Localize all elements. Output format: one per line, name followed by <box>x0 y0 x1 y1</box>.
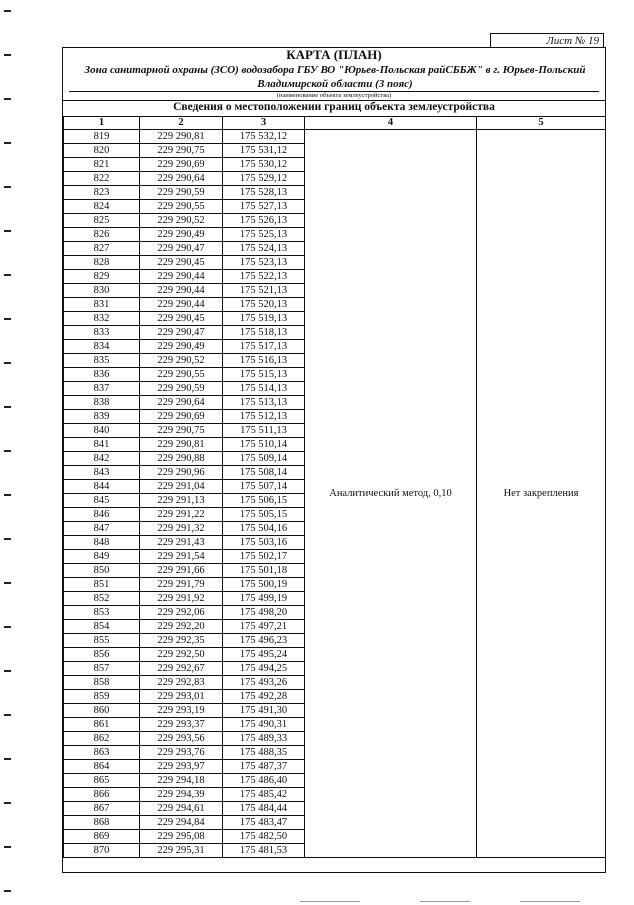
y-coordinate-cell: 175 506,15 <box>223 494 305 508</box>
point-number-cell: 847 <box>64 522 140 536</box>
x-coordinate-cell: 229 291,13 <box>140 494 223 508</box>
footer-mark <box>520 901 580 902</box>
binding-mark <box>4 802 11 804</box>
x-coordinate-cell: 229 290,47 <box>140 326 223 340</box>
point-number-cell: 850 <box>64 564 140 578</box>
x-coordinate-cell: 229 295,08 <box>140 830 223 844</box>
y-coordinate-cell: 175 509,14 <box>223 452 305 466</box>
point-number-cell: 829 <box>64 270 140 284</box>
y-coordinate-cell: 175 519,13 <box>223 312 305 326</box>
y-coordinate-cell: 175 491,30 <box>223 704 305 718</box>
y-coordinate-cell: 175 508,14 <box>223 466 305 480</box>
point-number-cell: 856 <box>64 648 140 662</box>
point-number-cell: 861 <box>64 718 140 732</box>
x-coordinate-cell: 229 292,35 <box>140 634 223 648</box>
point-number-cell: 819 <box>64 130 140 144</box>
y-coordinate-cell: 175 510,14 <box>223 438 305 452</box>
point-number-cell: 841 <box>64 438 140 452</box>
y-coordinate-cell: 175 501,18 <box>223 564 305 578</box>
y-coordinate-cell: 175 490,31 <box>223 718 305 732</box>
column-header: 3 <box>223 117 305 130</box>
point-number-cell: 863 <box>64 746 140 760</box>
binding-mark <box>4 230 11 232</box>
y-coordinate-cell: 175 513,13 <box>223 396 305 410</box>
y-coordinate-cell: 175 493,26 <box>223 676 305 690</box>
point-number-cell: 848 <box>64 536 140 550</box>
binding-mark <box>4 362 11 364</box>
x-coordinate-cell: 229 291,79 <box>140 578 223 592</box>
binding-mark <box>4 186 11 188</box>
y-coordinate-cell: 175 515,13 <box>223 368 305 382</box>
point-number-cell: 826 <box>64 228 140 242</box>
x-coordinate-cell: 229 290,69 <box>140 410 223 424</box>
y-coordinate-cell: 175 497,21 <box>223 620 305 634</box>
x-coordinate-cell: 229 291,43 <box>140 536 223 550</box>
y-coordinate-cell: 175 532,12 <box>223 130 305 144</box>
x-coordinate-cell: 229 290,59 <box>140 382 223 396</box>
binding-mark <box>4 406 11 408</box>
y-coordinate-cell: 175 481,53 <box>223 844 305 858</box>
point-number-cell: 840 <box>64 424 140 438</box>
y-coordinate-cell: 175 531,12 <box>223 144 305 158</box>
binding-mark <box>4 274 11 276</box>
point-number-cell: 839 <box>64 410 140 424</box>
point-number-cell: 853 <box>64 606 140 620</box>
x-coordinate-cell: 229 290,49 <box>140 340 223 354</box>
x-coordinate-cell: 229 290,44 <box>140 284 223 298</box>
y-coordinate-cell: 175 484,44 <box>223 802 305 816</box>
x-coordinate-cell: 229 294,39 <box>140 788 223 802</box>
y-coordinate-cell: 175 488,35 <box>223 746 305 760</box>
point-number-cell: 832 <box>64 312 140 326</box>
binding-mark <box>4 10 11 12</box>
y-coordinate-cell: 175 525,13 <box>223 228 305 242</box>
footer-mark <box>420 901 470 902</box>
x-coordinate-cell: 229 290,52 <box>140 354 223 368</box>
point-number-cell: 835 <box>64 354 140 368</box>
point-number-cell: 864 <box>64 760 140 774</box>
point-number-cell: 844 <box>64 480 140 494</box>
x-coordinate-cell: 229 294,18 <box>140 774 223 788</box>
x-coordinate-cell: 229 290,45 <box>140 312 223 326</box>
y-coordinate-cell: 175 507,14 <box>223 480 305 494</box>
x-coordinate-cell: 229 291,22 <box>140 508 223 522</box>
document-frame <box>62 47 606 873</box>
x-coordinate-cell: 229 290,96 <box>140 466 223 480</box>
x-coordinate-cell: 229 290,47 <box>140 242 223 256</box>
x-coordinate-cell: 229 292,06 <box>140 606 223 620</box>
x-coordinate-cell: 229 290,81 <box>140 130 223 144</box>
column-header: 1 <box>64 117 140 130</box>
x-coordinate-cell: 229 290,75 <box>140 144 223 158</box>
point-number-cell: 846 <box>64 508 140 522</box>
x-coordinate-cell: 229 292,67 <box>140 662 223 676</box>
y-coordinate-cell: 175 496,23 <box>223 634 305 648</box>
y-coordinate-cell: 175 517,13 <box>223 340 305 354</box>
point-number-cell: 830 <box>64 284 140 298</box>
y-coordinate-cell: 175 503,16 <box>223 536 305 550</box>
x-coordinate-cell: 229 290,52 <box>140 214 223 228</box>
y-coordinate-cell: 175 511,13 <box>223 424 305 438</box>
column-header: 5 <box>477 117 606 130</box>
y-coordinate-cell: 175 486,40 <box>223 774 305 788</box>
point-number-cell: 859 <box>64 690 140 704</box>
x-coordinate-cell: 229 293,56 <box>140 732 223 746</box>
binding-mark <box>4 890 11 892</box>
x-coordinate-cell: 229 290,55 <box>140 368 223 382</box>
y-coordinate-cell: 175 528,13 <box>223 186 305 200</box>
x-coordinate-cell: 229 292,20 <box>140 620 223 634</box>
x-coordinate-cell: 229 291,04 <box>140 480 223 494</box>
coordinates-table <box>63 116 606 858</box>
binding-mark <box>4 98 11 100</box>
point-number-cell: 820 <box>64 144 140 158</box>
x-coordinate-cell: 229 292,83 <box>140 676 223 690</box>
x-coordinate-cell: 229 291,66 <box>140 564 223 578</box>
document-subtitle: Зона санитарной охраны (ЗСО) водозабора ГБУ ВО "Юрьев-Польская райСББЖ" в г. Юрьев-Польский Владимирской области (3 пояс) <box>84 64 586 90</box>
point-number-cell: 868 <box>64 816 140 830</box>
x-coordinate-cell: 229 290,69 <box>140 158 223 172</box>
y-coordinate-cell: 175 492,28 <box>223 690 305 704</box>
x-coordinate-cell: 229 290,59 <box>140 186 223 200</box>
y-coordinate-cell: 175 516,13 <box>223 354 305 368</box>
binding-mark <box>4 494 11 496</box>
y-coordinate-cell: 175 529,12 <box>223 172 305 186</box>
y-coordinate-cell: 175 489,33 <box>223 732 305 746</box>
point-number-cell: 833 <box>64 326 140 340</box>
y-coordinate-cell: 175 483,47 <box>223 816 305 830</box>
y-coordinate-cell: 175 524,13 <box>223 242 305 256</box>
y-coordinate-cell: 175 530,12 <box>223 158 305 172</box>
x-coordinate-cell: 229 295,31 <box>140 844 223 858</box>
x-coordinate-cell: 229 293,37 <box>140 718 223 732</box>
section-title: Сведения о местоположении границ объекта землеустройства <box>173 101 495 113</box>
y-coordinate-cell: 175 494,25 <box>223 662 305 676</box>
y-coordinate-cell: 175 522,13 <box>223 270 305 284</box>
point-number-cell: 822 <box>64 172 140 186</box>
y-coordinate-cell: 175 500,19 <box>223 578 305 592</box>
x-coordinate-cell: 229 293,76 <box>140 746 223 760</box>
x-coordinate-cell: 229 293,97 <box>140 760 223 774</box>
binding-mark <box>4 450 11 452</box>
point-number-cell: 854 <box>64 620 140 634</box>
y-coordinate-cell: 175 505,15 <box>223 508 305 522</box>
y-coordinate-cell: 175 502,17 <box>223 550 305 564</box>
binding-mark <box>4 54 11 56</box>
point-number-cell: 827 <box>64 242 140 256</box>
point-number-cell: 831 <box>64 298 140 312</box>
point-number-cell: 824 <box>64 200 140 214</box>
y-coordinate-cell: 175 499,19 <box>223 592 305 606</box>
point-number-cell: 855 <box>64 634 140 648</box>
point-number-cell: 851 <box>64 578 140 592</box>
binding-mark <box>4 846 11 848</box>
point-number-cell: 857 <box>64 662 140 676</box>
y-coordinate-cell: 175 495,24 <box>223 648 305 662</box>
x-coordinate-cell: 229 291,92 <box>140 592 223 606</box>
point-number-cell: 842 <box>64 452 140 466</box>
object-caption: (наименование объекта землеустройства) <box>276 92 392 99</box>
x-coordinate-cell: 229 290,75 <box>140 424 223 438</box>
point-number-cell: 852 <box>64 592 140 606</box>
y-coordinate-cell: 175 527,13 <box>223 200 305 214</box>
x-coordinate-cell: 229 290,55 <box>140 200 223 214</box>
binding-mark <box>4 626 11 628</box>
point-number-cell: 845 <box>64 494 140 508</box>
x-coordinate-cell: 229 293,19 <box>140 704 223 718</box>
y-coordinate-cell: 175 485,42 <box>223 788 305 802</box>
point-number-cell: 834 <box>64 340 140 354</box>
footer-mark <box>300 901 360 902</box>
column-header: 2 <box>140 117 223 130</box>
x-coordinate-cell: 229 293,01 <box>140 690 223 704</box>
x-coordinate-cell: 229 290,88 <box>140 452 223 466</box>
y-coordinate-cell: 175 482,50 <box>223 830 305 844</box>
x-coordinate-cell: 229 294,61 <box>140 802 223 816</box>
table-row <box>64 130 606 144</box>
binding-mark <box>4 582 11 584</box>
point-number-cell: 858 <box>64 676 140 690</box>
x-coordinate-cell: 229 290,44 <box>140 270 223 284</box>
y-coordinate-cell: 175 523,13 <box>223 256 305 270</box>
point-number-cell: 849 <box>64 550 140 564</box>
x-coordinate-cell: 229 290,64 <box>140 172 223 186</box>
x-coordinate-cell: 229 291,32 <box>140 522 223 536</box>
sheet-number: Лист № 19 <box>490 33 604 48</box>
y-coordinate-cell: 175 504,16 <box>223 522 305 536</box>
binding-mark <box>4 758 11 760</box>
point-number-cell: 870 <box>64 844 140 858</box>
y-coordinate-cell: 175 520,13 <box>223 298 305 312</box>
binding-mark <box>4 142 11 144</box>
y-coordinate-cell: 175 526,13 <box>223 214 305 228</box>
point-number-cell: 837 <box>64 382 140 396</box>
point-number-cell: 843 <box>64 466 140 480</box>
y-coordinate-cell: 175 498,20 <box>223 606 305 620</box>
table-body <box>64 130 606 858</box>
x-coordinate-cell: 229 291,54 <box>140 550 223 564</box>
binding-mark <box>4 538 11 540</box>
y-coordinate-cell: 175 512,13 <box>223 410 305 424</box>
binding-mark <box>4 670 11 672</box>
table-header-row <box>64 117 606 130</box>
point-number-cell: 866 <box>64 788 140 802</box>
y-coordinate-cell: 175 514,13 <box>223 382 305 396</box>
point-number-cell: 825 <box>64 214 140 228</box>
point-number-cell: 865 <box>64 774 140 788</box>
x-coordinate-cell: 229 290,49 <box>140 228 223 242</box>
y-coordinate-cell: 175 518,13 <box>223 326 305 340</box>
point-number-cell: 838 <box>64 396 140 410</box>
x-coordinate-cell: 229 290,64 <box>140 396 223 410</box>
point-number-cell: 836 <box>64 368 140 382</box>
point-number-cell: 823 <box>64 186 140 200</box>
point-number-cell: 860 <box>64 704 140 718</box>
point-number-cell: 828 <box>64 256 140 270</box>
document-title: КАРТА (ПЛАН) <box>286 47 382 62</box>
point-number-cell: 862 <box>64 732 140 746</box>
y-coordinate-cell: 175 521,13 <box>223 284 305 298</box>
x-coordinate-cell: 229 292,50 <box>140 648 223 662</box>
binding-marks <box>4 0 18 905</box>
x-coordinate-cell: 229 290,81 <box>140 438 223 452</box>
x-coordinate-cell: 229 290,44 <box>140 298 223 312</box>
method-cell: Аналитический метод, 0,10 <box>305 130 477 858</box>
column-header: 4 <box>305 117 477 130</box>
fixing-cell: Нет закрепления <box>477 130 606 858</box>
point-number-cell: 867 <box>64 802 140 816</box>
y-coordinate-cell: 175 487,37 <box>223 760 305 774</box>
x-coordinate-cell: 229 290,45 <box>140 256 223 270</box>
point-number-cell: 869 <box>64 830 140 844</box>
x-coordinate-cell: 229 294,84 <box>140 816 223 830</box>
binding-mark <box>4 714 11 716</box>
binding-mark <box>4 318 11 320</box>
point-number-cell: 821 <box>64 158 140 172</box>
